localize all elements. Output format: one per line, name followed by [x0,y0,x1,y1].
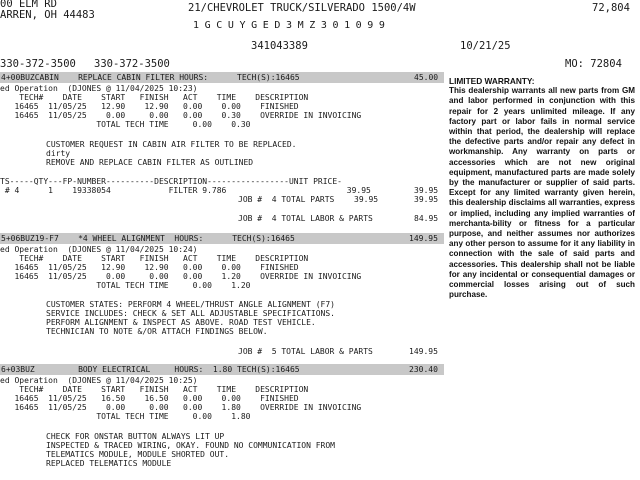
job-4-part-amount: 39.95 [414,186,439,195]
reference-number: 341043389 [251,40,308,52]
job-4-total-parts-label: JOB # 4 TOTAL PARTS [238,195,335,204]
phone-secondary: 330-372-3500 [94,58,170,70]
job-6-column-header: TECH# DATE START FINISH ACT TIME DESCRIPTION [0,385,309,394]
job-4-total-parts-unit: 39.95 [354,195,379,204]
job-5-header-band [0,233,444,244]
job-4-note-2: dirty [46,149,71,158]
vehicle-description: 21/CHEVROLET TRUCK/SILVERADO 1500/4W [188,2,416,14]
job-6-note-3: TELEMATICS MODULE, MODULE SHORTED OUT. [46,450,230,459]
job-5-total-tech-time: TOTAL TECH TIME 0.00 1.20 [0,281,251,290]
job-6-total-tech-time: TOTAL TECH TIME 0.00 1.80 [0,412,251,421]
job-4-tech-line-2: 16465 11/05/25 0.00 0.00 0.00 0.30 OVERRIDE IN INVOICING [0,111,362,120]
job-5-note-2: SERVICE INCLUDES: CHECK & SET ALL ADJUSTABLE SPECIFICATIONS. [46,309,335,318]
job-4-total-labor-amount: 84.95 [414,214,439,223]
job-6-header-band [0,364,444,375]
job-6-operation: ed Operation (DJONES @ 11/04/2025 10:25) [0,376,198,385]
dealer-address-line2: ARREN, OH 44483 [0,9,95,21]
job-4-total-labor-label: JOB # 4 TOTAL LABOR & PARTS [238,214,373,223]
job-5-note-3: PERFORM ALIGNMENT & INSPECT AS ABOVE. ROAD TEST VEHICLE. [46,318,316,327]
job-6-note-4: REPLACED TELEMATICS MODULE [46,459,172,468]
warranty-body: This dealership warrants all new parts from GM and labor performed in conjunction with this repair for 2 years unlimited mileage. If any factory part or labor fails in normal service within that period, the dealership will replace the defective parts and/or repair any defect in workmanship. Any warranty on parts or accessories which are not new original equipment, manufactured parts are made solely by the manufacturer or supplier of said parts. Except for any limited warranty given herein, this dealership disclaims all warranties, express or implied, including any implied warranties of merchanta-bility or fitness for a particular purpose, and neither assumes nor authorizes any other person to assume for it any liability in connection with the sale of said parts and accessories. This dealership shall not be liable for any incidental or consequential damages or commercial losses arising out of such purchase. [449,86,635,300]
invoice-date: 10/21/25 [460,40,511,52]
job-4-tech-line-1: 16465 11/05/25 12.90 12.90 0.00 0.00 FINISHED [0,102,299,111]
warranty-title: LIMITED WARRANTY: [449,76,535,86]
job-5-operation: ed Operation (DJONES @ 11/04/2025 10:24) [0,245,198,254]
job-5-tech-line-2: 16465 11/05/25 0.00 0.00 0.00 1.20 OVERRIDE IN INVOICING [0,272,362,281]
job-6-band-text: 6+03BUZ BODY ELECTRICAL HOURS: 1.80 TECH(S):16465 [1,365,300,374]
job-6-band-amount: 230.40 [409,365,438,374]
phone-primary: 330-372-3500 [0,58,76,70]
job-5-tech-line-1: 16465 11/05/25 12.90 12.90 0.00 0.00 FINISHED [0,263,299,272]
job-4-header-band [0,72,444,83]
job-6-tech-line-1: 16465 11/05/25 16.50 16.50 0.00 0.00 FINISHED [0,394,299,403]
vehicle-mileage: 72,804 [592,2,630,14]
vin-number: 1GCUYGED3MZ301099 [193,20,391,31]
mo-number: MO: 72804 [565,58,622,70]
job-4-part-line: # 4 1 19338054 FILTER 9.786 39.95 [0,186,371,195]
parts-column-header: TS-----QTY---FP-NUMBER----------DESCRIPTION-----------------UNIT PRICE- [0,177,342,186]
job-4-column-header: TECH# DATE START FINISH ACT TIME DESCRIPTION [0,93,309,102]
job-6-note-2: INSPECTED & TRACED WIRING, OKAY. FOUND NO COMMUNICATION FROM [46,441,335,450]
job-5-note-1: CUSTOMER STATES: PERFORM 4 WHEEL/THRUST ANGLE ALIGNMENT (F7) [46,300,335,309]
job-5-column-header: TECH# DATE START FINISH ACT TIME DESCRIPTION [0,254,309,263]
job-5-band-text: 5+06BUZ19-F7 *4 WHEEL ALIGNMENT HOURS: TECH(S):16465 [1,234,295,243]
job-4-total-parts-amount: 39.95 [414,195,439,204]
limited-warranty-block [449,76,635,300]
job-5-band-amount: 149.95 [409,234,438,243]
job-4-note-3: REMOVE AND REPLACE CABIN FILTER AS OUTLINED [46,158,254,167]
job-4-band-amount: 45.00 [414,73,439,82]
job-4-operation: ed Operation (DJONES @ 11/04/2025 10:23) [0,84,198,93]
job-6-note-1: CHECK FOR ONSTAR BUTTON ALWAYS LIT UP [46,432,225,441]
job-5-total-labor-label: JOB # 5 TOTAL LABOR & PARTS [238,347,373,356]
job-4-total-tech-time: TOTAL TECH TIME 0.00 0.30 [0,120,251,129]
job-5-total-labor-amount: 149.95 [409,347,438,356]
dealer-address-line1: 00 ELM RD [0,0,57,10]
job-5-note-4: TECHNICIAN TO NOTE &/OR ATTACH FINDINGS BELOW. [46,327,268,336]
job-4-note-1: CUSTOMER REQUEST IN CABIN AIR FILTER TO BE REPLACED. [46,140,297,149]
job-4-band-text: 4+00BUZCABIN REPLACE CABIN FILTER HOURS: TECH(S):16465 [1,73,300,82]
job-6-tech-line-2: 16465 11/05/25 0.00 0.00 0.00 1.80 OVERRIDE IN INVOICING [0,403,362,412]
